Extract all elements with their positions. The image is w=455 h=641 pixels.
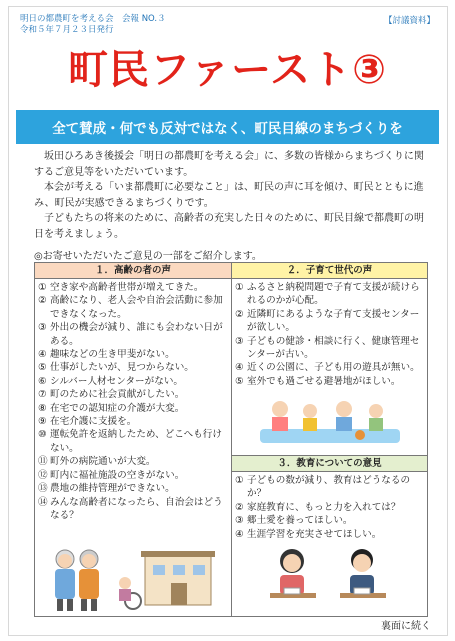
item-text: 空き家や高齢者世帯が増えてきた。 bbox=[50, 282, 204, 293]
item-number: ⑩ bbox=[38, 429, 47, 441]
list-item bbox=[38, 428, 228, 455]
item-number: ⑤ bbox=[38, 362, 47, 374]
list-item bbox=[235, 308, 424, 335]
item-text: 高齢になり、老人会や自治会活動に参加できなくなった。 bbox=[50, 295, 223, 320]
education-list bbox=[232, 472, 427, 541]
item-number: ④ bbox=[235, 528, 244, 540]
item-number: ⑧ bbox=[38, 402, 47, 414]
item-text: 在宅介護に支援を。 bbox=[50, 416, 137, 428]
item-text: 在宅での認知症の介護が大変。 bbox=[50, 402, 185, 414]
list-item bbox=[38, 402, 228, 415]
item-text: 子どもの数が減り、教育はどうなるのか？ bbox=[247, 475, 411, 500]
list-item bbox=[235, 361, 424, 374]
list-item bbox=[38, 482, 228, 495]
list-item bbox=[235, 375, 424, 388]
lead-text: ◎お寄せいただいたご意見の一部をご紹介します。 bbox=[34, 251, 262, 262]
intro-paragraph: 本会が考える「いま都農町に必要なこと」は、町民の声に耳を傾け、町民とともに進み、町民が実感できるまちづくりです。 bbox=[34, 182, 424, 209]
item-text: 室外でも過ごせる避暑地がほしい。 bbox=[247, 375, 401, 387]
item-number: ① bbox=[235, 282, 244, 293]
list-item bbox=[235, 501, 424, 514]
item-text: 子どもの健診・相談に行く、健康管理センターが古い。 bbox=[247, 335, 420, 361]
list-item bbox=[235, 281, 424, 308]
list-item bbox=[38, 348, 228, 361]
childcare-list bbox=[232, 279, 427, 388]
item-text: 趣味などの生き甲斐がない。 bbox=[50, 349, 175, 361]
list-item bbox=[38, 496, 228, 523]
item-number: ② bbox=[235, 501, 244, 513]
list-item bbox=[38, 321, 228, 348]
item-number: ⑭ bbox=[38, 496, 48, 508]
list-item bbox=[38, 415, 228, 428]
item-number: ③ bbox=[235, 335, 244, 347]
item-text: 町のために社会貢献がしたい。 bbox=[50, 389, 185, 401]
item-text: 外出の機会が減り、誰にも会わない日がある。 bbox=[50, 322, 223, 347]
item-text: 近隣町にあるような子育て支援センターが欲しい。 bbox=[247, 308, 420, 334]
item-number: ⑪ bbox=[38, 456, 48, 468]
students-studying-illustration bbox=[254, 545, 404, 611]
childcare-section-title: ２．子育て世代の声 bbox=[232, 263, 427, 279]
page-title: 町民ファースト③ bbox=[67, 47, 388, 93]
header-date: 令和５年７月２３日発行 bbox=[20, 25, 114, 35]
list-item bbox=[38, 294, 228, 321]
intro-paragraph: 子どもたちの将来のために、高齢者の充実した日々のために、町民目線で都農町の明日を考えましょう。 bbox=[34, 213, 424, 240]
intro bbox=[34, 149, 426, 242]
opinions-table bbox=[34, 262, 428, 617]
item-number: ③ bbox=[38, 322, 47, 334]
list-item bbox=[38, 361, 228, 374]
item-text: 生涯学習を充実させてほしい。 bbox=[247, 528, 382, 540]
item-text: 農地の維持管理ができない。 bbox=[50, 483, 175, 495]
intro-paragraph: 坂田ひろあき後援会「明日の都農町を考える会」に、多数の皆様からまちづくりに関するご意見等をいただいています。 bbox=[34, 151, 424, 178]
list-item bbox=[235, 514, 424, 527]
list-item bbox=[235, 335, 424, 362]
item-number: ⑫ bbox=[38, 469, 48, 481]
elderly-section-title: １．高齢の者の声 bbox=[35, 263, 231, 279]
item-number: ① bbox=[235, 475, 244, 486]
right-column bbox=[232, 263, 427, 616]
header-tag: 【討議資料】 bbox=[383, 16, 435, 26]
item-text: 近くの公園に、子ども用の遊具が無い。 bbox=[247, 362, 420, 374]
list-item bbox=[38, 455, 228, 468]
item-number: ⑤ bbox=[235, 375, 244, 387]
item-number: ④ bbox=[38, 349, 47, 361]
item-number: ⑨ bbox=[38, 416, 47, 428]
item-text: 町外の病院通いが大変。 bbox=[50, 456, 156, 468]
elderly-section bbox=[35, 263, 232, 616]
item-text: 運転免許を返納したため、どこへも行けない。 bbox=[50, 429, 222, 454]
education-section-title: ３．教育についての意見 bbox=[232, 455, 427, 472]
banner: 全て賛成・何でも反対ではなく、町民目線のまちづくりを bbox=[16, 110, 439, 144]
list-item bbox=[38, 375, 228, 388]
item-text: みんな高齢者になったら、自治会はどうなる？ bbox=[50, 496, 223, 521]
list-item bbox=[38, 281, 228, 294]
item-number: ③ bbox=[235, 515, 244, 527]
item-text: 家庭教育に、もっと力を入れては？ bbox=[247, 501, 401, 513]
item-number: ① bbox=[38, 282, 47, 293]
header-org: 明日の都農町を考える会 会報 NO.３ bbox=[20, 14, 166, 24]
continued-note: 裏面に続く bbox=[381, 621, 431, 632]
item-number: ② bbox=[235, 308, 244, 320]
elderly-list bbox=[35, 279, 231, 522]
item-text: 町内に福祉施設の空きがない。 bbox=[50, 469, 185, 481]
item-number: ⑦ bbox=[38, 389, 47, 401]
elderly-couple-illustration bbox=[43, 545, 223, 613]
list-item bbox=[235, 528, 424, 541]
item-text: 仕事がしたいが、見つからない。 bbox=[50, 362, 194, 374]
list-item bbox=[38, 388, 228, 401]
item-text: シルバー人材センターがない。 bbox=[50, 375, 184, 387]
item-text: 郷土愛を養ってほしい。 bbox=[247, 515, 353, 527]
list-item bbox=[38, 469, 228, 482]
header-meta bbox=[20, 14, 166, 36]
item-number: ⑥ bbox=[38, 375, 47, 387]
item-number: ② bbox=[38, 295, 47, 307]
item-text: ふるさと納税問題で子育て支援が続けられるのかが心配。 bbox=[247, 282, 420, 307]
item-number: ④ bbox=[235, 362, 244, 374]
list-item bbox=[235, 474, 424, 501]
item-number: ⑬ bbox=[38, 483, 48, 495]
children-playing-illustration bbox=[260, 395, 400, 443]
